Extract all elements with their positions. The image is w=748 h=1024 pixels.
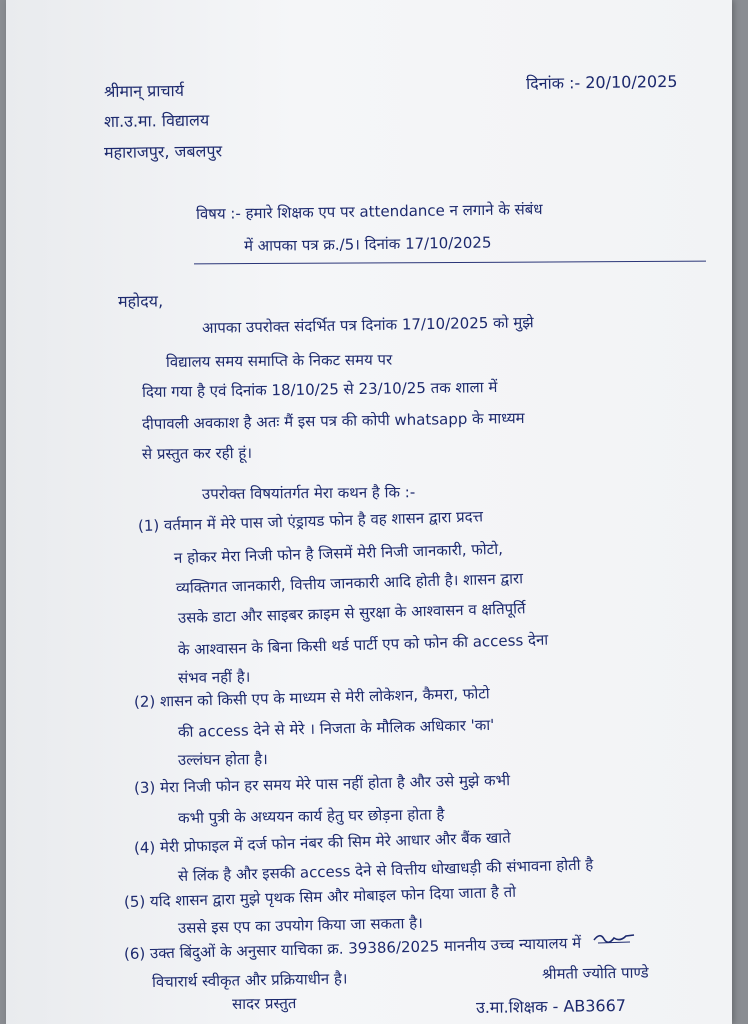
body-line: की access देने से मेरे । निजता के मौलिक अधिकार 'का': [177, 715, 495, 741]
sender-designation: उ.मा.शिक्षक - AB3667: [475, 995, 627, 1017]
recipient-line-1: श्रीमान् प्राचार्य: [103, 80, 185, 101]
body-line: के आश्वासन के बिना किसी थर्ड पार्टी एप को फोन की access देना: [177, 630, 549, 659]
body-line: (4) मेरी प्रोफाइल में दर्ज फोन नंबर की सिम मेरे आधार और बैंक खाते: [133, 828, 511, 857]
body-line: कभी पुत्री के अध्ययन कार्य हेतु घर छोड़ना होता है: [177, 805, 445, 827]
body-line: संभव नहीं है।: [177, 667, 251, 687]
subject-underline: [194, 261, 706, 265]
closing: सादर प्रस्तुत: [231, 994, 297, 1013]
body-line: विचारार्थ स्वीकृत और प्रक्रियाधीन है।: [151, 969, 348, 991]
recipient-line-3: महाराजपुर, जबलपुर: [103, 141, 223, 162]
subject-line-1: विषय :- हमारे शिक्षक एप पर attendance न लगाने के संबंध: [195, 200, 543, 223]
recipient-line-2: शा.उ.मा. विद्यालय: [103, 110, 210, 131]
body-line: उल्लंघन होता है।: [177, 750, 268, 769]
letter-date: दिनांक :- 20/10/2025: [525, 71, 678, 93]
body-line: उपरोक्त विषयांतर्गत मेरा कथन है कि :-: [201, 483, 416, 503]
body-line: दिया गया है एवं दिनांक 18/10/25 से 23/10/25 तक शाला में: [141, 378, 498, 401]
body-line: (3) मेरा निजी फोन हर समय मेरे पास नहीं होता है और उसे मुझे कभी: [133, 771, 511, 797]
salutation: महोदय,: [117, 291, 164, 311]
body-line: उसके डाटा और साइबर क्राइम से सुरक्षा के आश्वासन व क्षतिपूर्ति: [177, 599, 526, 627]
sender-name: श्रीमती ज्योति पाण्डे: [541, 963, 649, 983]
body-line: (6) उक्त बिंदुओं के अनुसार याचिका क्र. 39386/2025 माननीय उच्च न्यायालय में: [123, 933, 582, 963]
body-line: आपका उपरोक्त संदर्भित पत्र दिनांक 17/10/2025 को मुझे: [201, 313, 534, 337]
body-line: (5) यदि शासन द्वारा मुझे पृथक सिम और मोबाइल फोन दिया जाता है तो: [123, 882, 517, 911]
subject-line-2: में आपका पत्र क्र./5। दिनांक 17/10/2025: [243, 233, 492, 255]
body-line: विद्यालय समय समाप्ति के निकट समय पर: [165, 350, 393, 371]
body-line: न होकर मेरा निजी फोन है जिसमें मेरी निजी जानकारी, फोटो,: [173, 539, 504, 567]
body-line: (2) शासन को किसी एप के माध्यम से मेरी लोकेशन, कैमरा, फोटो: [133, 684, 490, 711]
signature-mark: [592, 930, 636, 946]
body-line: (1) वर्तमान में मेरे पास जो एंड्रायड फोन है वह शासन द्वारा प्रदत्त: [137, 507, 484, 535]
body-line: उससे इस एप का उपयोग किया जा सकता है।: [177, 913, 424, 937]
body-line: दीपावली अवकाश है अतः मैं इस पत्र की कोपी whatsapp के माध्यम: [141, 408, 525, 433]
body-line: व्यक्तिगत जानकारी, वित्तीय जानकारी आदि होती है। शासन द्वारा: [175, 569, 524, 597]
letter-page: [6, 0, 732, 1024]
body-line: से प्रस्तुत कर रही हूं।: [141, 443, 253, 463]
body-line: से लिंक है और इसकी access देने से वित्तीय धोखाधड़ी की संभावना होती है: [177, 855, 594, 885]
